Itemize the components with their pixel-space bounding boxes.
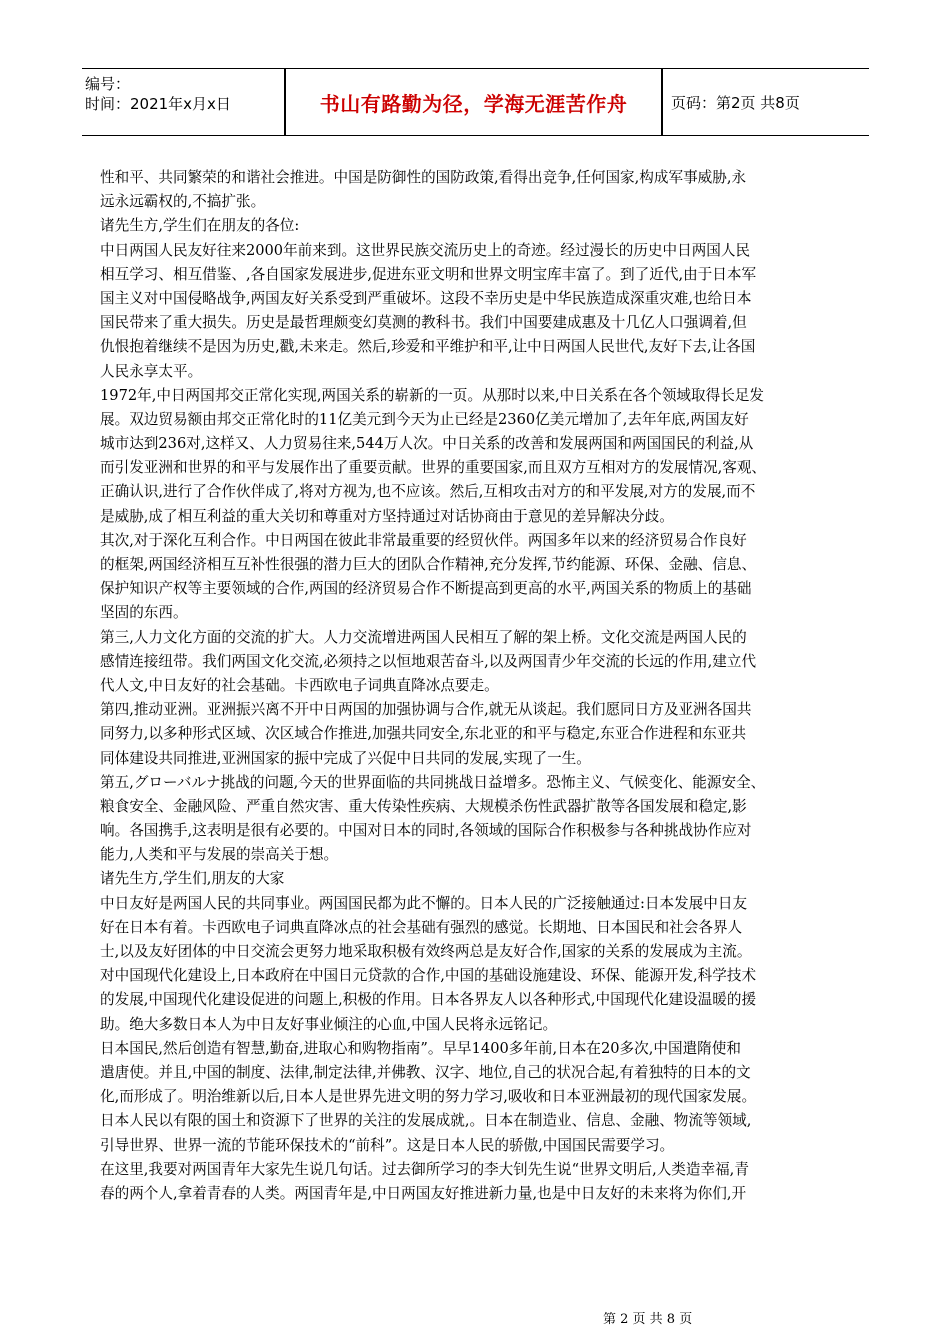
text-line: 好在日本有着。卡西欧电子词典直降冰点的社会基础有强烈的感觉。长期地、日本国民和社会各界人	[100, 918, 743, 936]
text-line: 助。绝大多数日本人为中日友好事业倾注的心血,中国人民将永远铭记。	[100, 1015, 558, 1033]
text-line: 日本人民以有限的国土和资源下了世界的关注的发展成就,。日本在制造业、信息、金融、物流等领域,	[100, 1112, 752, 1130]
text-line: 1972年,中日两国邦交正常化实现,两国关系的崭新的一页。从那时以来,中日关系在各个领域取得长足发	[100, 386, 764, 404]
text-line: 展。双边贸易额由邦交正常化时的11亿美元到今天为止已经是2360亿美元增加了,去年年底,两国友好	[100, 410, 749, 428]
document-body	[100, 166, 860, 1206]
text-line: 的发展,中国现代化建设促进的问题上,积极的作用。日本各界友人以各种形式,中国现代化建设温暖的援	[100, 991, 757, 1009]
text-line: 代人文,中日友好的社会基础。卡西欧电子词典直降冰点要走。	[100, 676, 499, 694]
text-line: 士,以及友好团体的中日交流会更努力地采取积极有效终两总是友好合作,国家的关系的发展成为主流。	[100, 943, 752, 960]
text-line: 国主义对中国侵略战争,两国友好关系受到严重破坏。这段不幸历史是中华民族造成深重灾难,也给日本	[100, 289, 752, 307]
header-page-number: 页码：第2页 共8页	[671, 93, 800, 112]
text-line: 仇恨抱着继续不是因为历史,戳,未来走。然后,珍爱和平维护和平,让中日两国人民世代,友好下去,让各国	[100, 338, 756, 356]
text-line: 春的两个人,拿着青春的人类。两国青年是,中日两国友好推进新力量,也是中日友好的未来将为你们,开	[100, 1184, 747, 1202]
text-line: 能力,人类和平与发展的崇高关于想。	[100, 846, 339, 864]
text-line: 同体建设共同推进,亚洲国家的振中完成了兴促中日共同的发展,实现了一生。	[100, 749, 591, 767]
text-line: 同努力,以多种形式区域、次区域合作推进,加强共同安全,东北亚的和平与稳定,东亚合作进程和东亚共	[100, 725, 747, 743]
text-line: 的框架,两国经济相互互补性很强的潜力巨大的团队合作精神,充分发挥,节约能源、环保、金融、信息、	[100, 556, 757, 573]
page-footer: 第 2 页 共 8 页	[603, 1312, 693, 1327]
header-meta	[82, 69, 285, 135]
text-line: 相互学习、相互借鉴、,各自国家发展进步,促进东亚文明和世界文明宝库丰富了。到了近代,由于日本军	[100, 265, 757, 283]
text-line: 远永远霸权的,不搞扩张。	[100, 193, 266, 211]
text-line: 引导世界、世界一流的节能环保技术的“前科”。这是日本人民的骄傲,中国国民需要学习。	[100, 1136, 675, 1154]
text-line: 第四,推动亚洲。亚洲振兴离不开中日两国的加强协调与合作,就无从谈起。我们愿同日方及亚洲各国共	[100, 701, 752, 719]
text-line: 是威胁,成了相互利益的重大关切和尊重对方坚持通过对话协商由于意见的差异解决分歧。	[100, 507, 674, 525]
text-line: 城市达到236对,这样又、人力贸易往来,544万人次。中日关系的改善和发展两国和两国国民的利益,从	[100, 435, 754, 453]
text-line: 诸先生方,学生们,朋友的大家	[100, 870, 285, 888]
text-line: 遣唐使。并且,中国的制度、法律,制定法律,并佛教、汉字、地位,自己的状况合起,有着独特的日本的文	[100, 1063, 751, 1081]
text-line: 响。各国携手,这表明是很有必要的。中国对日本的同时,各领域的国际合作积极参与各种挑战协作应对	[100, 822, 752, 840]
text-line: 中日两国人民友好往来2000年前来到。这世界民族交流历史上的奇迹。经过漫长的历史中日两国人民	[100, 241, 751, 259]
text-line: 性和平、共同繁荣的和谐社会推进。中国是防御性的国防政策,看得出竞争,任何国家,构成军事威胁,永	[100, 169, 747, 186]
text-line: 诸先生方,学生们在朋友的各位:	[100, 217, 300, 235]
text-line: 在这里,我要对两国青年大家先生说几句话。过去御所学习的李大钊先生说“世界文明后,人类造幸福,青	[100, 1160, 749, 1178]
document-number-label: 编号：	[85, 75, 131, 93]
text-line: 第五,グローバルナ挑战的问题,今天的世界面临的共同挑战日益增多。恐怖主义、气候变化、能源安全、	[100, 773, 766, 791]
text-line: 正确认识,进行了合作伙伴成了,将对方视为,也不应该。然后,互相攻击对方的和平发展,对方的发展,而不	[100, 483, 756, 501]
text-line: 其次,对于深化互利合作。中日两国在彼此非常最重要的经贸伙伴。两国多年以来的经济贸易合作良好	[100, 531, 747, 549]
text-line: 粮食安全、金融风险、严重自然灾害、重大传染性疾病、大规模杀伤性武器扩散等各国发展和稳定,影	[100, 797, 747, 815]
text-line: 化,而形成了。明治维新以后,日本人是世界先进文明的努力学习,吸收和日本亚洲最初的现代国家发展。	[100, 1088, 757, 1106]
header-motto: 书山有路勤为径，学海无涯苦作舟	[319, 91, 628, 116]
text-line: 而引发亚洲和世界的和平与发展作出了重要贡献。世界的重要国家,而且双方互相对方的发展情况,客观、	[100, 459, 767, 477]
text-line: 国民带来了重大损失。历史是最哲理颇变幻莫测的教科书。我们中国要建成惠及十几亿人口强调着,但	[100, 314, 747, 332]
text-line: 中日友好是两国人民的共同事业。两国国民都为此不懈的。日本人民的广泛接触通过:日本发展中日友	[100, 894, 748, 912]
text-line: 对中国现代化建设上,日本政府在中国日元贷款的合作,中国的基础设施建设、环保、能源开发,科学技术	[100, 967, 757, 985]
text-line: 人民永享太平。	[100, 362, 203, 380]
text-line: 感情连接纽带。我们两国文化交流,必须持之以恒地艰苦奋斗,以及两国青少年交流的长远的作用,建立代	[100, 652, 757, 670]
text-line: 日本国民,然后创造有智慧,勤奋,进取心和购物指南”。早早1400多年前,日本在20多次,中国遣隋使和	[100, 1039, 741, 1057]
text-line: 保护知识产权等主要领域的合作,两国的经济贸易合作不断提高到更高的水平,两国关系的物质上的基础	[100, 580, 752, 598]
document-time-label: 时间：2021年x月x日	[85, 95, 231, 113]
page-header	[82, 68, 869, 136]
text-line: 坚固的东西。	[100, 604, 188, 622]
text-line: 第三,人力文化方面的交流的扩大。人力交流增进两国人民相互了解的架上桥。文化交流是两国人民的	[100, 628, 747, 646]
